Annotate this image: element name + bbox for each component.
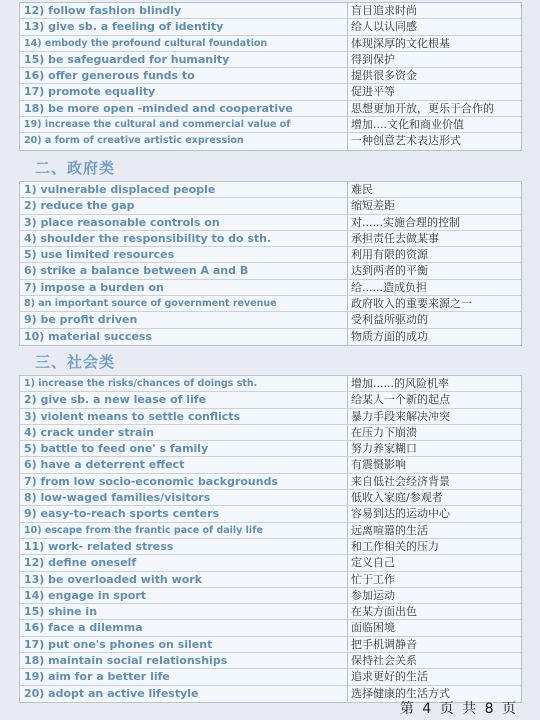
phrase-row: [20, 588, 521, 604]
phrase-row: [20, 392, 521, 408]
chinese-translation: 定义自己: [351, 556, 395, 570]
chinese-translation: 努力养家糊口: [351, 442, 417, 456]
english-phrase: 19) increase the cultural and commercial value of: [20, 117, 348, 132]
chinese-translation: 暴力手段来解决冲突: [351, 409, 450, 423]
phrase-row: [20, 312, 521, 328]
chinese-translation: 给......造成负担: [351, 280, 427, 294]
chinese-translation: 在某方面出色: [351, 605, 417, 619]
chinese-translation: 保持社会关系: [351, 654, 417, 668]
english-phrase: 2) reduce the gap: [20, 198, 348, 213]
chinese-translation: 有震慑影响: [351, 458, 406, 472]
phrase-row: [20, 329, 521, 345]
phrase-row: [20, 3, 521, 19]
chinese-translation: 思想更加开放，更乐于合作的: [351, 101, 494, 115]
english-phrase: 3) violent means to settle conflicts: [20, 409, 348, 424]
phrase-row: [20, 474, 521, 490]
phrase-row: [20, 280, 521, 296]
section-heading-government: 二、政府类: [35, 159, 116, 177]
phrase-row: [20, 263, 521, 279]
english-phrase: 7) from low socio-economic backgrounds: [20, 474, 348, 489]
phrase-row: [20, 539, 521, 555]
chinese-translation: 来自低社会经济背景: [351, 474, 450, 488]
phrase-row: [20, 637, 521, 653]
phrase-row: [20, 441, 521, 457]
chinese-translation: 承担责任去做某事: [351, 231, 439, 245]
page-number: 第 4 页 共 8 页: [399, 701, 518, 717]
phrase-row: [20, 36, 521, 52]
chinese-translation: 远离喧嚣的生活: [351, 523, 428, 537]
chinese-translation: 对......实施合理的控制: [351, 215, 460, 229]
section-heading-society: 三、社会类: [35, 353, 116, 371]
chinese-translation: 体现深厚的文化根基: [351, 36, 450, 50]
phrase-row: [20, 133, 521, 149]
chinese-translation: 选择健康的生活方式: [351, 686, 450, 700]
phrase-row: [20, 653, 521, 669]
chinese-translation: 增加....文化和商业价值: [351, 118, 464, 132]
chinese-translation: 物质方面的成功: [351, 329, 428, 343]
english-phrase: 17) promote equality: [20, 84, 348, 99]
phrase-row: [20, 84, 521, 100]
english-phrase: 8) low-waged families/visitors: [20, 490, 348, 505]
english-phrase: 12) follow fashion blindly: [20, 3, 348, 18]
english-phrase: 11) work- related stress: [20, 539, 348, 554]
english-phrase: 6) have a deterrent effect: [20, 457, 348, 472]
chinese-translation: 促进平等: [351, 85, 395, 99]
english-phrase: 20) adopt an active lifestyle: [20, 686, 348, 702]
english-phrase: 14) embody the profound cultural foundation: [20, 36, 348, 51]
english-phrase: 10) material success: [20, 329, 348, 345]
phrase-row: [20, 669, 521, 685]
phrase-row: [20, 215, 521, 231]
chinese-translation: 政府收入的重要来源之一: [351, 297, 472, 311]
phrase-row: [20, 555, 521, 571]
phrase-row: [20, 506, 521, 522]
english-phrase: 1) increase the risks/chances of doings sth.: [20, 376, 348, 391]
phrase-row: [20, 620, 521, 636]
english-phrase: 8) an important source of government revenue: [20, 296, 348, 311]
english-phrase: 5) use limited resources: [20, 247, 348, 262]
english-phrase: 15) shine in: [20, 604, 348, 619]
chinese-translation: 一种创意艺术表达形式: [351, 134, 461, 148]
chinese-translation: 低收入家庭/参观者: [351, 491, 443, 505]
chinese-translation: 忙于工作: [351, 572, 395, 586]
phrase-row: [20, 523, 521, 539]
english-phrase: 7) impose a burden on: [20, 280, 348, 295]
phrase-row: [20, 457, 521, 473]
english-phrase: 4) shoulder the responsibility to do sth.: [20, 231, 348, 246]
chinese-translation: 提供很多资金: [351, 69, 417, 83]
chinese-translation: 受利益所驱动的: [351, 313, 428, 327]
chinese-translation: 容易到达的运动中心: [351, 507, 450, 521]
chinese-translation: 缩短差距: [351, 199, 395, 213]
chinese-translation: 利用有限的资源: [351, 248, 428, 262]
english-phrase: 10) escape from the frantic pace of daily life: [20, 523, 348, 538]
chinese-translation: 把手机调静音: [351, 637, 417, 651]
phrase-row: [20, 198, 521, 214]
english-phrase: 3) place reasonable controls on: [20, 215, 348, 230]
english-phrase: 2) give sb. a new lease of life: [20, 392, 348, 407]
chinese-translation: 面临困境: [351, 621, 395, 635]
english-phrase: 17) put one's phones on silent: [20, 637, 348, 652]
phrase-row: [20, 52, 521, 68]
english-phrase: 12) define oneself: [20, 555, 348, 570]
phrase-row: [20, 231, 521, 247]
english-phrase: 13) give sb. a feeling of identity: [20, 19, 348, 34]
phrase-table-government: [19, 181, 522, 346]
english-phrase: 16) offer generous funds to: [20, 68, 348, 83]
chinese-translation: 难民: [351, 183, 373, 196]
phrase-row: [20, 604, 521, 620]
english-phrase: 1) vulnerable displaced people: [20, 182, 348, 197]
phrase-row: [20, 182, 521, 198]
english-phrase: 9) be profit driven: [20, 312, 348, 327]
chinese-translation: 给某人一个新的起点: [351, 393, 450, 407]
chinese-translation: 达到两者的平衡: [351, 264, 428, 278]
english-phrase: 6) strike a balance between A and B: [20, 263, 348, 278]
phrase-row: [20, 490, 521, 506]
english-phrase: 16) face a dilemma: [20, 620, 348, 635]
chinese-translation: 在压力下崩溃: [351, 425, 417, 439]
phrase-row: [20, 19, 521, 35]
phrase-row: [20, 101, 521, 117]
chinese-translation: 增加......的风险机率: [351, 377, 449, 390]
phrase-row: [20, 68, 521, 84]
phrase-row: [20, 409, 521, 425]
chinese-translation: 得到保护: [351, 52, 395, 66]
phrase-table-culture: [19, 2, 522, 151]
english-phrase: 13) be overloaded with work: [20, 572, 348, 587]
chinese-translation: 追求更好的生活: [351, 670, 428, 684]
chinese-translation: 盲目追求时尚: [351, 4, 417, 17]
english-phrase: 18) maintain social relationships: [20, 653, 348, 668]
phrase-row: [20, 572, 521, 588]
english-phrase: 14) engage in sport: [20, 588, 348, 603]
english-phrase: 9) easy-to-reach sports centers: [20, 506, 348, 521]
phrase-row: [20, 425, 521, 441]
english-phrase: 19) aim for a better life: [20, 669, 348, 684]
phrase-row: [20, 117, 521, 133]
phrase-row: [20, 296, 521, 312]
phrase-row: [20, 376, 521, 392]
chinese-translation: 给人以认同感: [351, 20, 417, 34]
english-phrase: 5) battle to feed one' s family: [20, 441, 348, 456]
english-phrase: 4) crack under strain: [20, 425, 348, 440]
chinese-translation: 和工作相关的压力: [351, 539, 439, 553]
chinese-translation: 参加运动: [351, 588, 395, 602]
phrase-table-society: [19, 375, 522, 703]
english-phrase: 18) be more open -minded and cooperative: [20, 101, 348, 116]
phrase-row: [20, 247, 521, 263]
english-phrase: 20) a form of creative artistic expression: [20, 133, 348, 149]
english-phrase: 15) be safeguarded for humanity: [20, 52, 348, 67]
